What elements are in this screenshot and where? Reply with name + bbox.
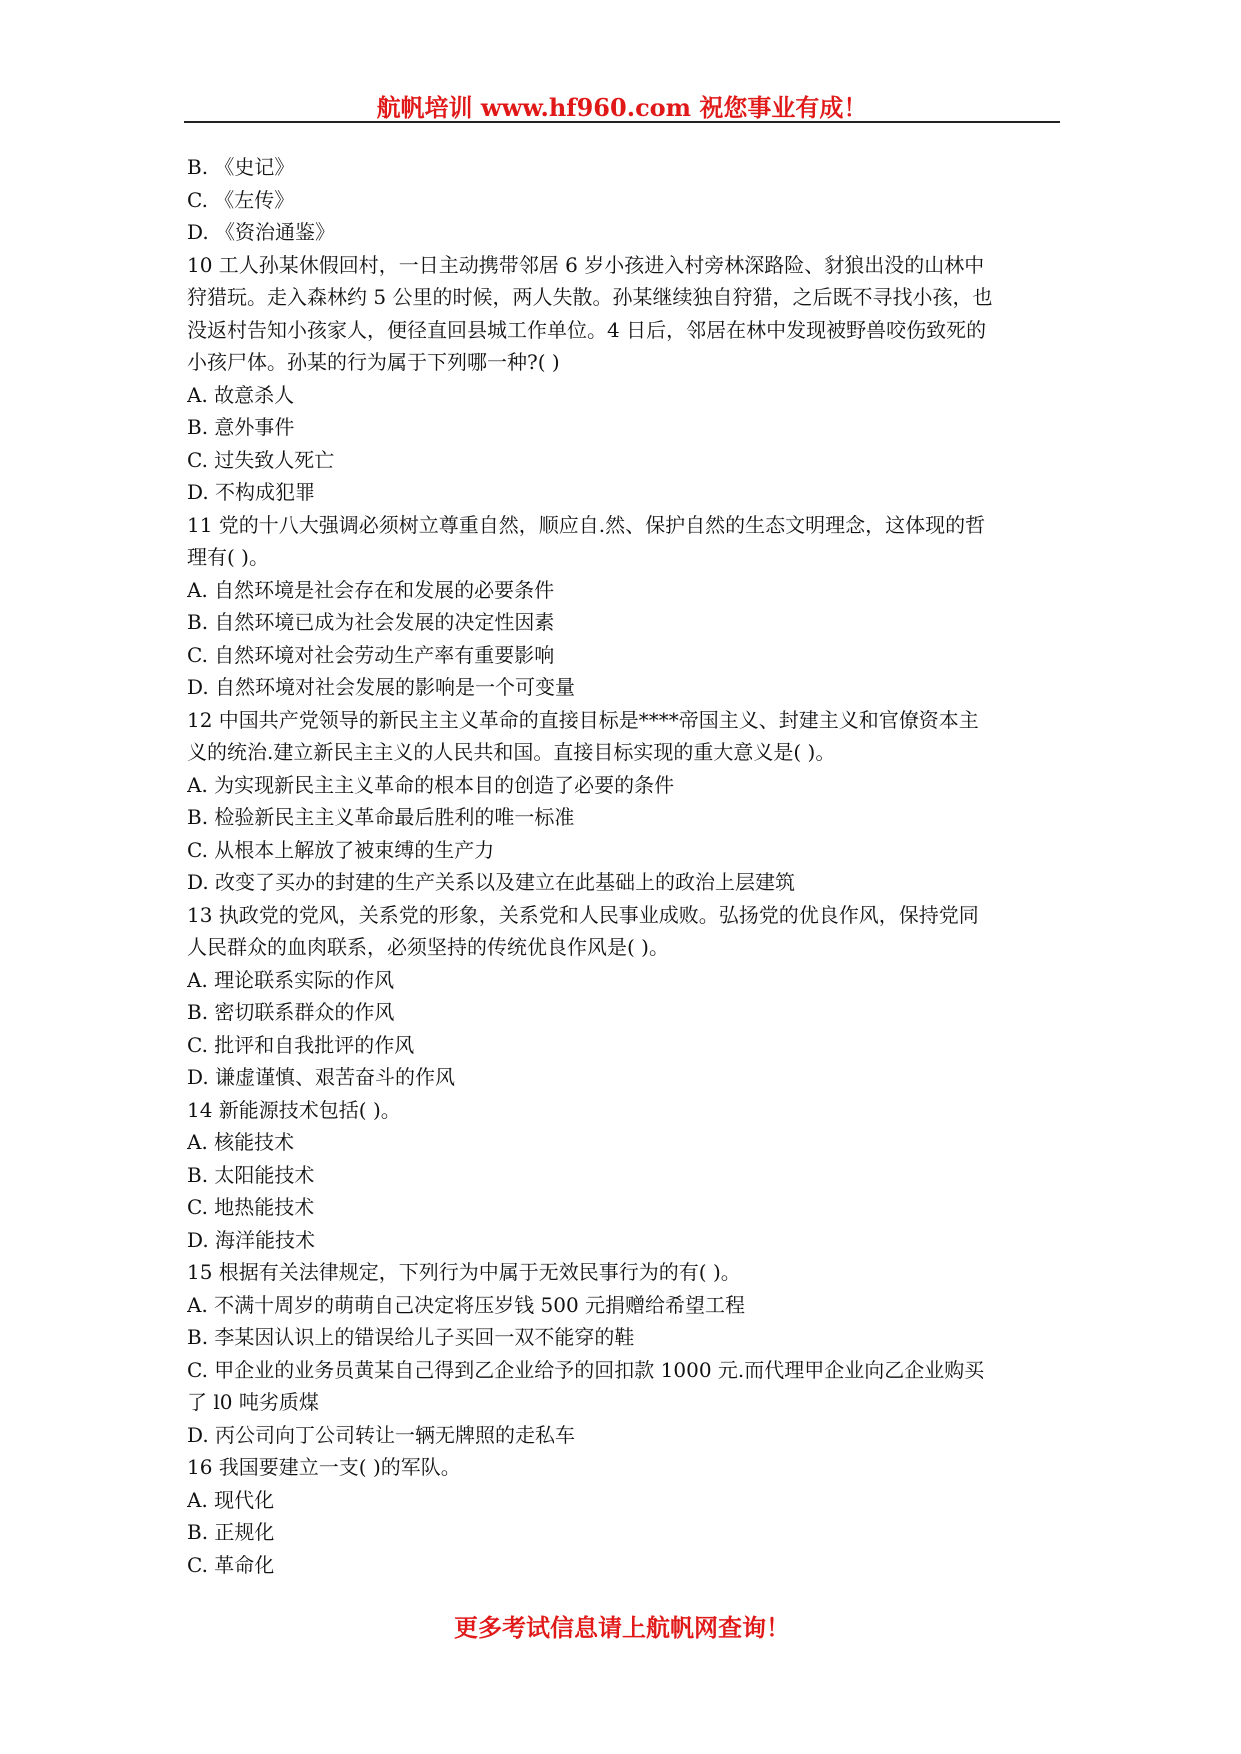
- text-line: 10 工人孙某休假回村，一日主动携带邻居 6 岁小孩进入村旁林深路险、豺狼出没的山林中: [187, 252, 985, 277]
- text-line: C. 从根本上解放了被束缚的生产力: [187, 837, 495, 862]
- text-line: C. 过失致人死亡: [187, 447, 335, 472]
- text-line: 了 l0 吨劣质煤: [187, 1390, 319, 1414]
- text-line: D. 丙公司向丁公司转让一辆无牌照的走私车: [187, 1422, 576, 1447]
- text-line: 12 中国共产党领导的新民主主义革命的直接目标是****帝国主义、封建主义和官僚资本主: [187, 707, 979, 732]
- text-line: 13 执政党的党风，关系党的形象，关系党和人民事业成败。弘扬党的优良作风，保持党同: [187, 902, 979, 927]
- text-line: A. 理论联系实际的作风: [187, 967, 395, 992]
- text-line: D. 自然环境对社会发展的影响是一个可变量: [187, 675, 576, 699]
- text-line: B. 正规化: [187, 1520, 275, 1544]
- page-footer: 更多考试信息请上航帆网查询！: [454, 1613, 790, 1642]
- text-line: 11 党的十八大强调必须树立尊重自然，顺应自.然、保护自然的生态文明理念，这体现的哲: [187, 512, 986, 537]
- text-line: B. 意外事件: [187, 415, 295, 439]
- text-line: C. 甲企业的业务员黄某自己得到乙企业给予的回扣款 1000 元.而代理甲企业向乙企业购买: [187, 1357, 985, 1382]
- text-line: C. 自然环境对社会劳动生产率有重要影响: [187, 642, 555, 667]
- text-line: B. 太阳能技术: [187, 1162, 315, 1187]
- text-line: D. 改变了买办的封建的生产关系以及建立在此基础上的政治上层建筑: [187, 870, 796, 894]
- text-line: 14 新能源技术包括( )。: [187, 1097, 401, 1122]
- text-line: C. 批评和自我批评的作风: [187, 1032, 415, 1057]
- text-line: D. 谦虚谨慎、艰苦奋斗的作风: [187, 1065, 456, 1089]
- text-line: B. 自然环境已成为社会发展的决定性因素: [187, 610, 555, 634]
- text-line: B. 密切联系群众的作风: [187, 1000, 395, 1024]
- text-line: A. 核能技术: [187, 1130, 295, 1154]
- text-line: 狩猎玩。走入森林约 5 公里的时候，两人失散。孙某继续独自狩猎，之后既不寻找小孩，也: [187, 285, 993, 309]
- text-line: 理有( )。: [187, 545, 269, 569]
- text-line: 小孩尸体。孙某的行为属于下列哪一种?( ): [187, 350, 560, 374]
- text-line: B. 检验新民主主义革命最后胜利的唯一标准: [187, 805, 575, 829]
- text-line: 人民群众的血肉联系，必须坚持的传统优良作风是( )。: [187, 935, 669, 959]
- text-line: 没返村告知小孩家人，便径直回县城工作单位。4 日后，邻居在林中发现被野兽咬伤致死的: [187, 317, 987, 342]
- text-line: D. 《资治通鉴》: [187, 220, 336, 244]
- text-line: C. 革命化: [187, 1552, 275, 1577]
- text-line: B. 《史记》: [187, 155, 295, 179]
- text-line: 16 我国要建立一支( )的军队。: [187, 1455, 461, 1479]
- text-line: A. 自然环境是社会存在和发展的必要条件: [187, 577, 555, 602]
- text-line: D. 不构成犯罪: [187, 480, 316, 504]
- text-line: 义的统治.建立新民主主义的人民共和国。直接目标实现的重大意义是( )。: [187, 740, 836, 764]
- header-divider: [184, 121, 1060, 123]
- text-line: A. 不满十周岁的萌萌自己决定将压岁钱 500 元捐赠给希望工程: [187, 1292, 746, 1317]
- page-header: 航帆培训 www.hf960.com 祝您事业有成！: [376, 93, 868, 122]
- text-line: A. 故意杀人: [187, 382, 295, 407]
- text-line: A. 现代化: [187, 1487, 275, 1512]
- text-line: 15 根据有关法律规定，下列行为中属于无效民事行为的有( )。: [187, 1260, 741, 1284]
- text-line: B. 李某因认识上的错误给儿子买回一双不能穿的鞋: [187, 1325, 635, 1349]
- text-line: C. 《左传》: [187, 187, 295, 212]
- text-line: A. 为实现新民主主义革命的根本目的创造了必要的条件: [187, 772, 675, 797]
- document-body: [187, 151, 1057, 1581]
- text-line: C. 地热能技术: [187, 1195, 315, 1219]
- text-line: D. 海洋能技术: [187, 1227, 316, 1252]
